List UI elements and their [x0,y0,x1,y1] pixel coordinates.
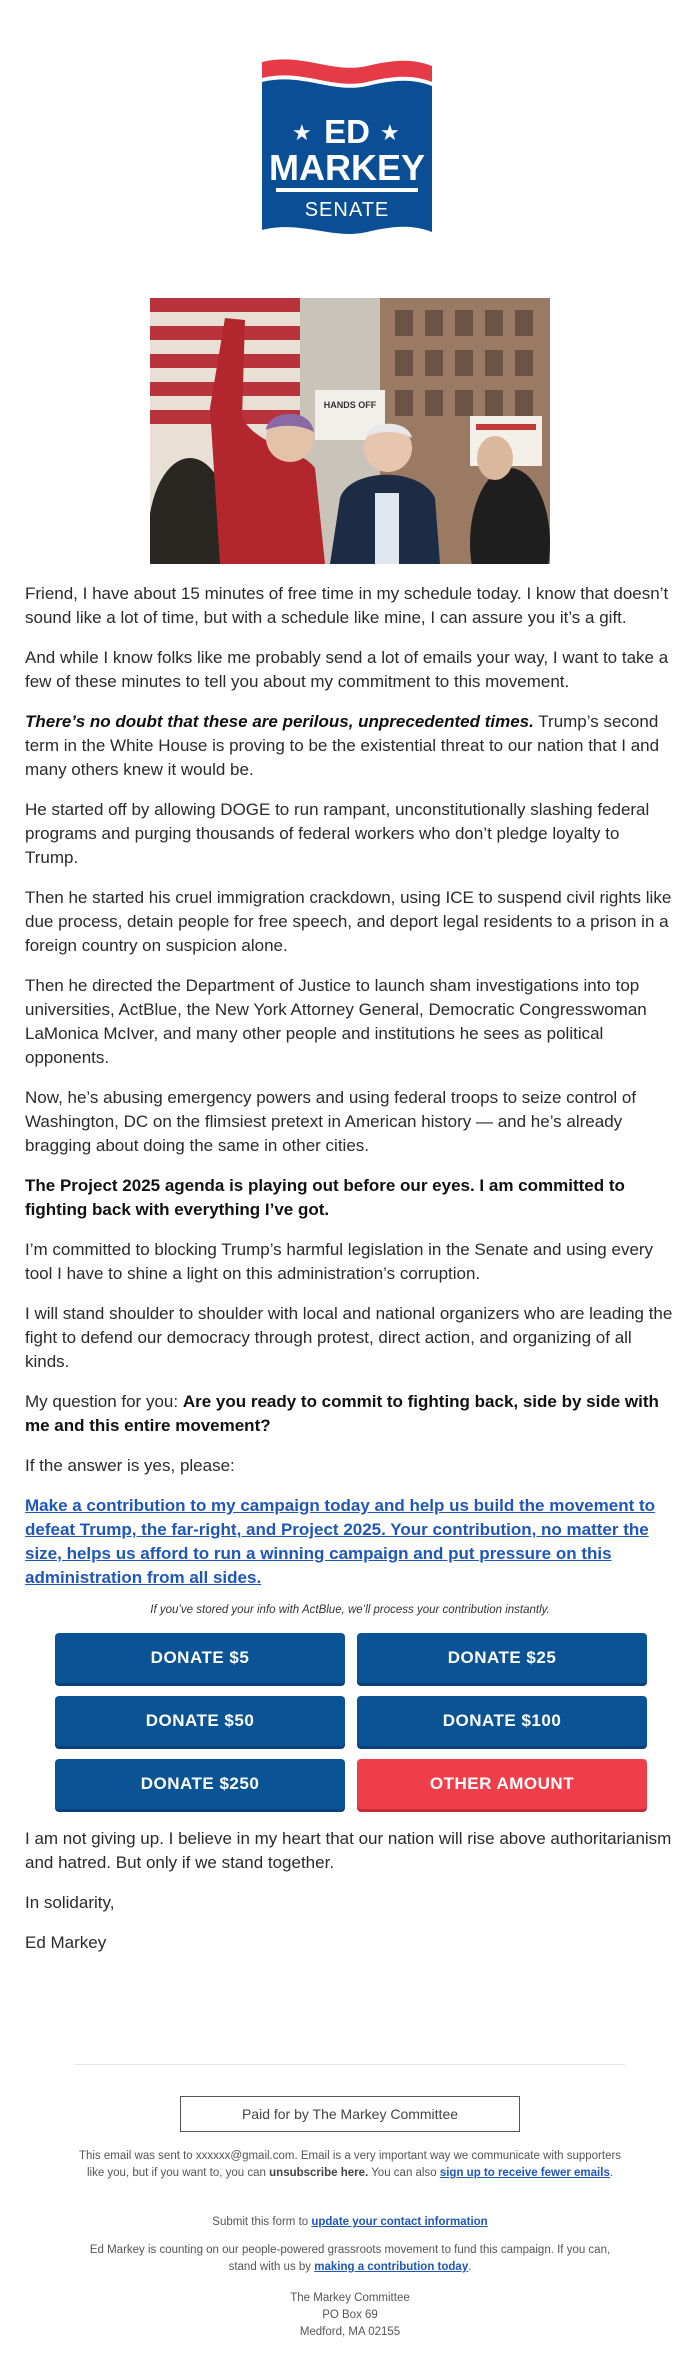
svg-text:★: ★ [292,120,312,145]
address-city: Medford, MA 02155 [299,2326,401,2338]
paragraph-project-2025 [25,1174,675,1222]
perilous-rest: Trump’s second term in the White House is proving to be the existential threat to our nation that I and many others knew it would be. [25,712,660,779]
contribution-cta-link[interactable]: Make a contribution to my campaign today and help us build the movement to defeat Trump, the far-right, and Project 2025. Your contribution, no matter the size, helps us afford to run a winning campaign and put pressure on this administration from all sides. [25,1496,656,1587]
footer-divider [75,2064,625,2065]
email-notice-also: You can also [368,2167,440,2179]
paid-for-box: Paid for by The Markey Committee [180,2096,520,2132]
paragraph-perilous [25,710,675,782]
other-amount-button[interactable]: OTHER AMOUNT [357,1759,647,1809]
footer-update-contact [75,2214,625,2231]
footer-counting [75,2242,625,2276]
logo-line-markey: MARKEY [268,147,426,188]
project-2025-bold: The Project 2025 agenda is playing out before our eyes. I am committed to fighting back with everything I’ve got. [25,1176,625,1219]
update-contact-link[interactable]: update your contact information [311,2216,488,2228]
question-lead: My question for you: [25,1392,183,1411]
paragraph-question [25,1390,675,1438]
counting-period: . [468,2261,472,2273]
footer-email-notice [75,2148,625,2182]
question-bold: Are you ready to commit to fighting back, side by side with me and this entire movement? [25,1392,659,1435]
paragraph-blocking: I’m committed to blocking Trump’s harmful legislation in the Senate and using every tool I have to shine a light on this administration’s corruption. [25,1240,654,1283]
email-notice-period: . [609,2167,614,2179]
paragraph-minutes: And while I know folks like me probably send a lot of emails your way, I want to take a few of these minutes to tell you about my commitment to this movement. [25,648,669,691]
email-notice-text: This email was sent to xxxxxx@gmail.com. Email is a very important way we communicate with supporters like you, but if you want to, you can [78,2150,622,2179]
closing-line: In solidarity, [25,1893,115,1912]
paragraph-not-giving-up: I am not giving up. I believe in my heart that our nation will rise above authoritarianism and hatred. But only if we stand together. [25,1829,672,1872]
paragraph-if-yes: If the answer is yes, please: [25,1456,235,1475]
svg-text:★: ★ [380,120,400,145]
paragraph-intro: Friend, I have about 15 minutes of free time in my schedule today. I know that doesn’t sound like a lot of time, but with a schedule like mine, I can assure you it’s a gift. [25,584,669,627]
perilous-lead: There’s no doubt that these are perilous, unprecedented times. [25,712,534,731]
paragraph-emergency-powers: Now, he’s abusing emergency powers and using federal troops to seize control of Washington, DC on the flimsiest pretext in American history — and he’s already bragging about doing the same in other cities. [25,1088,637,1155]
markey-senate-logo [262,56,432,238]
address-po-box: PO Box 69 [322,2309,378,2321]
paragraph-doj: Then he directed the Department of Justice to launch sham investigations into top universities, ActBlue, the New York Attorney General, Democratic Congresswoman LaMonica McIver, and many other people and institutions he sees as political opponents. [25,976,647,1067]
donate-25-button[interactable]: DONATE $25 [357,1633,647,1683]
unsubscribe-link[interactable]: unsubscribe here. [269,2167,369,2179]
donate-250-button[interactable]: DONATE $250 [55,1759,345,1809]
donate-5-button[interactable]: DONATE $5 [55,1633,345,1683]
paragraph-doge: He started off by allowing DOGE to run rampant, unconstitutionally slashing federal programs and purging thousands of federal workers who don’t pledge loyalty to Trump. [25,800,650,867]
logo-line-senate: SENATE [304,199,390,221]
make-contribution-link[interactable]: making a contribution today [314,2261,469,2273]
signature: Ed Markey [25,1933,107,1952]
donate-100-button[interactable]: DONATE $100 [357,1696,647,1746]
logo-line-ed: ED [324,113,370,150]
paragraph-shoulder: I will stand shoulder to shoulder with local and national organizers who are leading the fight to defend our democracy through protest, direct action, and organizing of all kinds. [25,1304,673,1371]
paragraph-immigration: Then he started his cruel immigration crackdown, using ICE to suspend civil rights like due process, detain people for free speech, and deport legal residents to a prison in a foreign country on suspicion alone. [25,888,672,955]
donate-button-grid [55,1633,645,1809]
actblue-note: If you’ve stored your info with ActBlue, we’ll process your contribution instantly. [150,1604,550,1616]
email-body [25,582,675,1971]
donate-50-button[interactable]: DONATE $50 [55,1696,345,1746]
address-name: The Markey Committee [290,2292,410,2304]
counting-text: Ed Markey is counting on our people-powered grassroots movement to fund this campaign. If you can, stand with us by [89,2244,611,2273]
footer-address [75,2290,625,2341]
fewer-emails-link[interactable]: sign up to receive fewer emails [439,2167,610,2179]
sign-text: HANDS OFF [323,400,377,410]
rally-photo [150,298,550,564]
submit-form-text: Submit this form to [212,2216,312,2228]
